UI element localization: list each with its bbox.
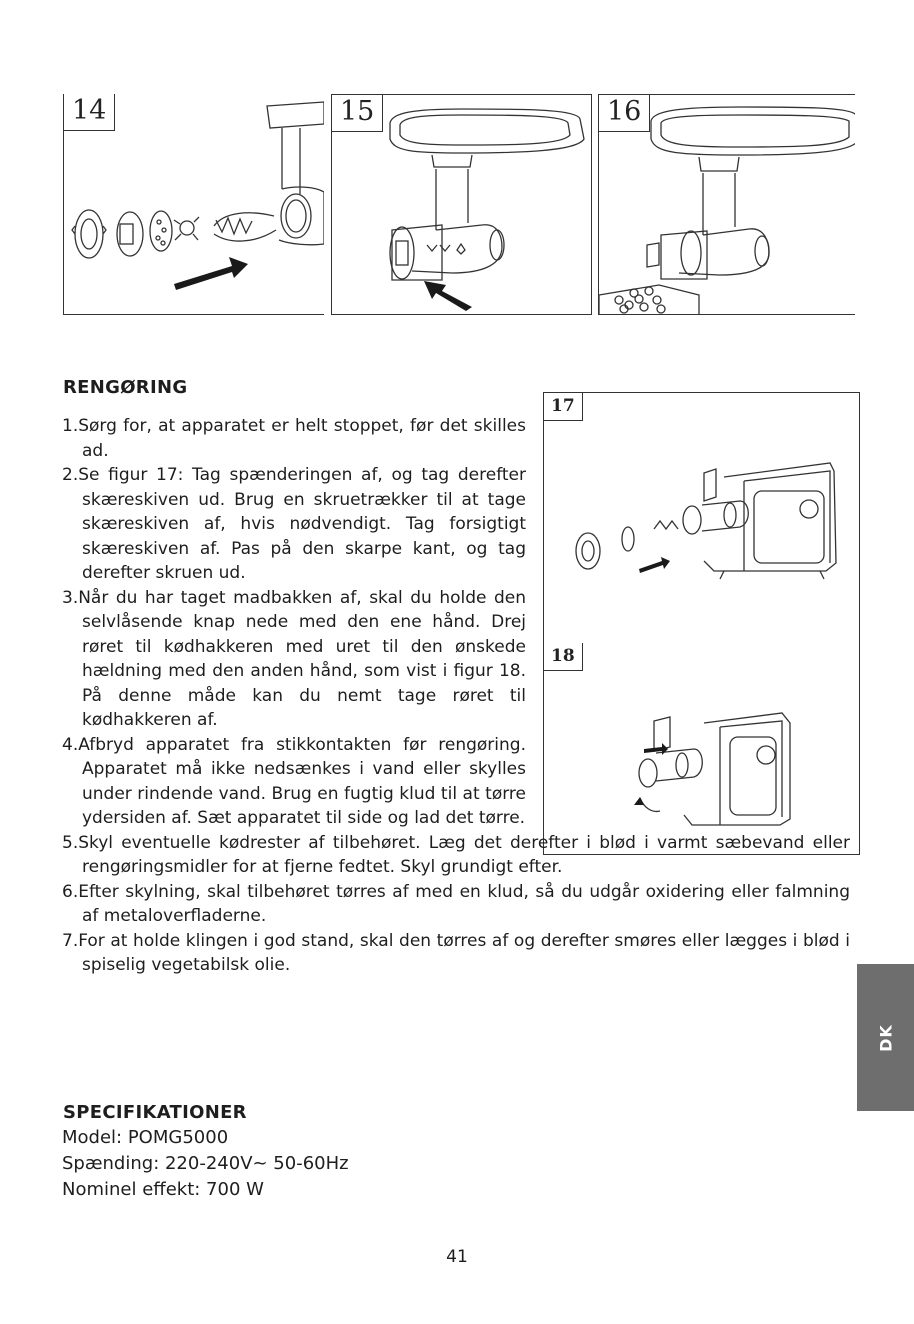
cleaning-instructions-list <box>62 414 850 978</box>
cleaning-step-5: 5.Skyl eventuelle kødrester af tilbehøret. Læg det derefter i blød i varmt sæbevand eller rengøringsmidler for at fjerne fedtet. Skyl grundigt efter. <box>62 832 850 877</box>
spec-power: Nominel effekt: 700 W <box>62 1179 264 1200</box>
cleaning-step-1: 1.Sørg for, at apparatet er helt stoppet, før det skilles ad. <box>62 416 526 461</box>
figure-16 <box>598 94 855 315</box>
cleaning-step-3: 3.Når du har taget madbakken af, skal du holde den selvlåsende knap nede med den ene hånd. Drej røret til kødhakkeren med uret til den ønskede hældning med den anden hånd, som vist i figur 18. På denne måde kan du nemt tage røret til kødhakkeren af. <box>62 587 526 730</box>
spec-model: Model: POMG5000 <box>62 1127 229 1148</box>
figure-17-number: 17 <box>544 393 583 421</box>
cleaning-step-4: 4.Afbryd apparatet fra stikkontakten før rengøring. Apparatet må ikke nedsænkes i vand eller skylles under rindende vand. Brug en fugtig klud til at tørre ydersiden af. Sæt apparatet til side og lad det tørre. <box>62 734 526 828</box>
specifications-heading: SPECIFIKATIONER <box>63 1102 247 1123</box>
figure-16-number: 16 <box>599 95 650 132</box>
figure-14-number: 14 <box>64 94 115 131</box>
figure-14 <box>63 94 324 315</box>
page-number: 41 <box>446 1247 468 1267</box>
cleaning-heading: RENGØRING <box>63 377 188 398</box>
language-tab <box>857 964 914 1111</box>
figure-15-number: 15 <box>332 95 383 132</box>
figure-18-number: 18 <box>544 643 583 671</box>
cleaning-step-6: 6.Efter skylning, skal tilbehøret tørres af med en klud, så du udgår oxidering eller falmning af metaloverfladerne. <box>62 881 850 926</box>
spec-voltage: Spænding: 220-240V~ 50-60Hz <box>62 1153 349 1174</box>
language-tab-label: DK <box>876 1023 895 1052</box>
cleaning-step-7: 7.For at holde klingen i god stand, skal den tørres af og derefter smøres eller lægges i blød i spiselig vegetabilsk olie. <box>62 930 850 975</box>
cleaning-step-2: 2.Se figur 17: Tag spænderingen af, og tag derefter skæreskiven ud. Brug en skruetrækker til at tage skæreskiven af, hvis nødvendigt. Tag forsigtigt skæreskiven af. Pas på den skarpe kant, og tag derefter skruen ud. <box>62 465 526 583</box>
figure-15 <box>331 94 592 315</box>
